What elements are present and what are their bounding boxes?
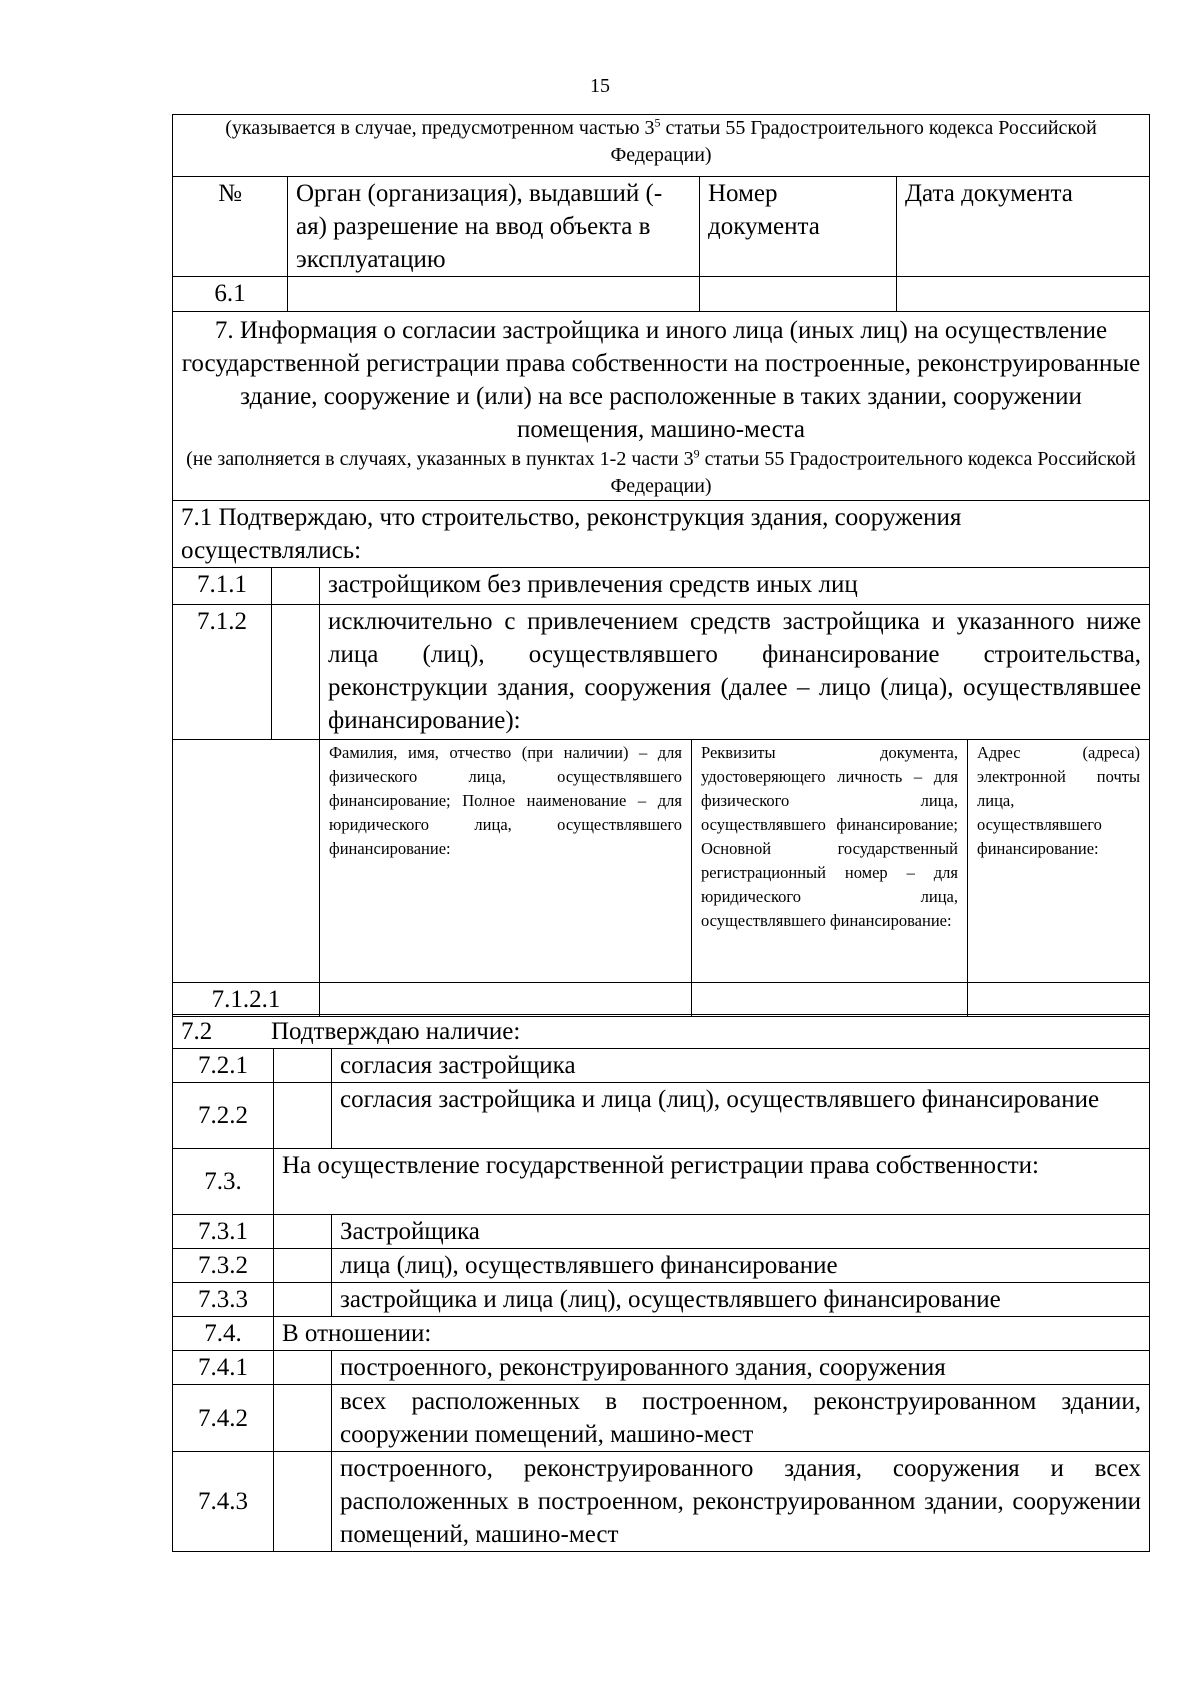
col-header-doc-number: Номер документа <box>700 177 897 277</box>
checkbox-7-3-1[interactable] <box>274 1215 332 1249</box>
row-number-7-4-1: 7.4.1 <box>173 1351 274 1385</box>
option-text-7-4-2: всех расположенных в построенном, реконструированном здании, сооружении помещений, машино-мест <box>332 1385 1150 1452</box>
s72-title: Подтверждаю наличие: <box>271 1018 521 1045</box>
input-cell-email[interactable] <box>968 983 1150 1017</box>
input-cell-fio[interactable] <box>320 983 692 1017</box>
row-number-6-1: 6.1 <box>173 277 288 312</box>
row-number-7-1-2: 7.1.2 <box>173 605 272 740</box>
option-text-7-3-1: Застройщика <box>332 1215 1150 1249</box>
checkbox-7-3-2[interactable] <box>274 1249 332 1283</box>
option-text-7-2-2: согласия застройщика и лица (лиц), осуществлявшего финансирование <box>332 1083 1150 1149</box>
checkbox-7-1-1[interactable] <box>272 568 320 605</box>
option-text-7-1-2: исключительно с привлечением средств застройщика и указанного ниже лица (лиц), осуществлявшего финансирование строительства, реконструкции здания, сооружения (далее – лицо (лица), осуществлявшее финансирование): <box>320 605 1150 740</box>
input-cell-doc-date[interactable] <box>897 277 1150 312</box>
row-number-7-3-2: 7.3.2 <box>173 1249 274 1283</box>
s72-number: 7.2 <box>181 1018 213 1045</box>
input-cell-doc-details[interactable] <box>692 983 968 1017</box>
checkbox-7-4-2[interactable] <box>274 1385 332 1452</box>
option-text-7-4-3: построенного, реконструированного здания, сооружения и всех расположенных в построенном, реконструированном здании, сооружении помещений, машино-мест <box>332 1452 1150 1552</box>
row-number-7-3-3: 7.3.3 <box>173 1283 274 1317</box>
checkbox-7-2-2[interactable] <box>274 1083 332 1149</box>
form-table-section-6-7 <box>172 114 1150 501</box>
option-text-7-3-3: застройщика и лица (лиц), осуществлявшего финансирование <box>332 1283 1150 1317</box>
checkbox-7-3-3[interactable] <box>274 1283 332 1317</box>
input-cell-issuer[interactable] <box>288 277 700 312</box>
col-header-doc-date: Дата документа <box>897 177 1150 277</box>
s71-title: 7.1 Подтверждаю, что строительство, реконструкция здания, сооружения осуществлялись: <box>173 501 1150 568</box>
page-number: 15 <box>590 75 610 97</box>
option-text-7-4-1: построенного, реконструированного здания, сооружения <box>332 1351 1150 1385</box>
input-cell-doc-number[interactable] <box>700 277 897 312</box>
sec7-title: 7. Информация о согласии застройщика и иного лица (иных лиц) на осуществление государственной регистрации права собственности на построенные, реконструированные здание, сооружение и (или) на все расположенные в таких здании, сооружении помещения, машино-места <box>181 317 1141 443</box>
row-number-7-1-2-1: 7.1.2.1 <box>173 983 320 1017</box>
option-text-7-1-1: застройщиком без привлечения средств иных лиц <box>320 568 1150 605</box>
s73-number: 7.3. <box>173 1149 274 1215</box>
sec6-note: (указывается в случае, предусмотренном частью $3^5$ статьи 55 Градостроительного кодекса Российской Федерации) <box>173 115 1150 177</box>
form-table-section-7-2-7-4 <box>172 1014 1150 1552</box>
option-text-7-2-1: согласия застройщика <box>332 1049 1150 1083</box>
row-number-7-1-1: 7.1.1 <box>173 568 272 605</box>
empty-cell <box>173 740 320 983</box>
row-number-7-4-3: 7.4.3 <box>173 1452 274 1552</box>
subheader-fio: Фамилия, имя, отчество (при наличии) – для физического лица, осуществлявшего финансирование; Полное наименование – для юридического лица, осуществлявшего финансирование: <box>320 740 692 983</box>
row-number-7-2-2: 7.2.2 <box>173 1083 274 1149</box>
subheader-doc-details: Реквизиты документа, удостоверяющего личность – для физического лица, осуществлявшего финансирование; Основной государственный регистрационный номер – для юридического лица, осуществлявшего финансирование: <box>692 740 968 983</box>
col-header-issuer: Орган (организация), выдавший (-ая) разрешение на ввод объекта в эксплуатацию <box>288 177 700 277</box>
row-number-7-2-1: 7.2.1 <box>173 1049 274 1083</box>
subheader-email: Адрес (адреса) электронной почты лица, осуществлявшего финансирование: <box>968 740 1150 983</box>
sec7-heading <box>173 312 1150 501</box>
form-table-section-7-1 <box>172 500 1150 1017</box>
row-number-7-3-1: 7.3.1 <box>173 1215 274 1249</box>
row-number-7-4-2: 7.4.2 <box>173 1385 274 1452</box>
s73-title: На осуществление государственной регистрации права собственности: <box>274 1149 1150 1215</box>
checkbox-7-1-2[interactable] <box>272 605 320 740</box>
s72-heading <box>173 1015 1150 1049</box>
col-header-number: № <box>173 177 288 277</box>
s74-title: В отношении: <box>274 1317 1150 1351</box>
sec7-note: (не заполняется в случаях, указанных в пунктах 1-2 части $3^9$ статьи 55 Градостроительного кодекса Российской Федерации) <box>186 446 1136 497</box>
option-text-7-3-2: лица (лиц), осуществлявшего финансирование <box>332 1249 1150 1283</box>
s74-number: 7.4. <box>173 1317 274 1351</box>
checkbox-7-2-1[interactable] <box>274 1049 332 1083</box>
checkbox-7-4-1[interactable] <box>274 1351 332 1385</box>
checkbox-7-4-3[interactable] <box>274 1452 332 1552</box>
